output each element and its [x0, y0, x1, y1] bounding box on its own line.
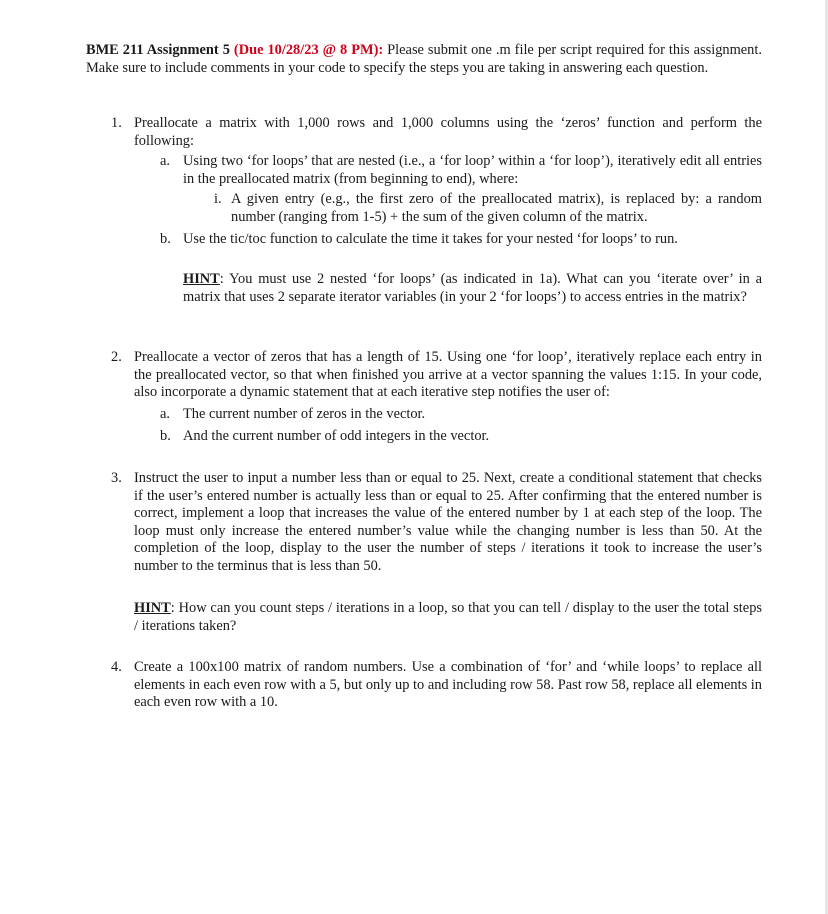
question-2b-label: b. [160, 428, 171, 444]
question-2b-text: And the current number of odd integers in the vector. [183, 428, 490, 444]
question-3-hint [134, 600, 762, 635]
assignment-header [86, 42, 762, 77]
question-1a-label: a. [160, 153, 170, 169]
question-1ai-label: i. [214, 191, 222, 207]
due-close: ): [373, 42, 384, 58]
question-1ai-text: A given entry (e.g., the first zero of the preallocated matrix), is replaced by: a random number (ranging from 1-5) + the sum of the given column of the matrix. [231, 191, 762, 225]
due-open: ( [233, 42, 239, 58]
question-1b-label: b. [160, 231, 171, 247]
question-1b-text: Use the tic/toc function to calculate the time it takes for your nested ‘for loops’ to run. [183, 231, 678, 247]
question-2-number: 2. [111, 349, 122, 365]
question-4-text: Create a 100x100 matrix of random numbers. Use a combination of ‘for’ and ‘while loops’ to replace all elements in each even row with a 5, but only up to and including row 58. Past row 58, replace all elements in each even row with a 10. [134, 659, 762, 711]
question-1-number: 1. [111, 115, 122, 131]
question-1a-text: Using two ‘for loops’ that are nested (i.e., a ‘for loop’ within a ‘for loop’), iteratively edit all entries in the preallocated matrix (from beginning to end), where: [183, 153, 762, 187]
question-1-text: Preallocate a matrix with 1,000 rows and 1,000 columns using the ‘zeros’ function and perform the following: [134, 115, 762, 149]
hint-label: HINT [134, 600, 171, 616]
due-date: Due 10/28/23 @ 8 PM [238, 42, 374, 58]
assignment-title: BME 211 Assignment 5 [86, 42, 230, 58]
hint-text: : You must use 2 nested ‘for loops’ (as indicated in 1a). What can you ‘iterate over’ in a matrix that uses 2 separate iterator variables (in your 2 ‘for loops’) to access entries in the matrix? [183, 271, 762, 305]
submission-instructions: Please submit one .m file per script required for this assignment. Make sure to include comments in your code to specify the steps you are taking in answering each question. [86, 42, 762, 76]
question-3-text: Instruct the user to input a number less than or equal to 25. Next, create a conditional statement that checks if the user’s entered number is actually less than or equal to 25. After confirming that the entered number is correct, implement a loop that increases the value of the entered number by 1 at each step of the loop. The loop must only increase the entered number’s value while the changing number is less than 50. At the completion of the loop, display to the user the number of steps / iterations it took to increase the user’s number to the terminus that is less than 50. [134, 470, 762, 574]
hint-label: HINT [183, 271, 220, 287]
question-1-hint [183, 271, 762, 306]
question-2a-label: a. [160, 406, 170, 422]
question-2a-text: The current number of zeros in the vector. [183, 406, 426, 422]
question-4-number: 4. [111, 659, 122, 675]
question-2-text: Preallocate a vector of zeros that has a length of 15. Using one ‘for loop’, iteratively replace each entry in the preallocated vector, so that when finished you arrive at a vector spanning the values 1:15. In your code, also incorporate a dynamic statement that at each iterative step notifies the user of: [134, 349, 762, 401]
question-3-number: 3. [111, 470, 122, 486]
hint-text: : How can you count steps / iterations in a loop, so that you can tell / display to the user the total steps / iterations taken? [134, 600, 762, 634]
